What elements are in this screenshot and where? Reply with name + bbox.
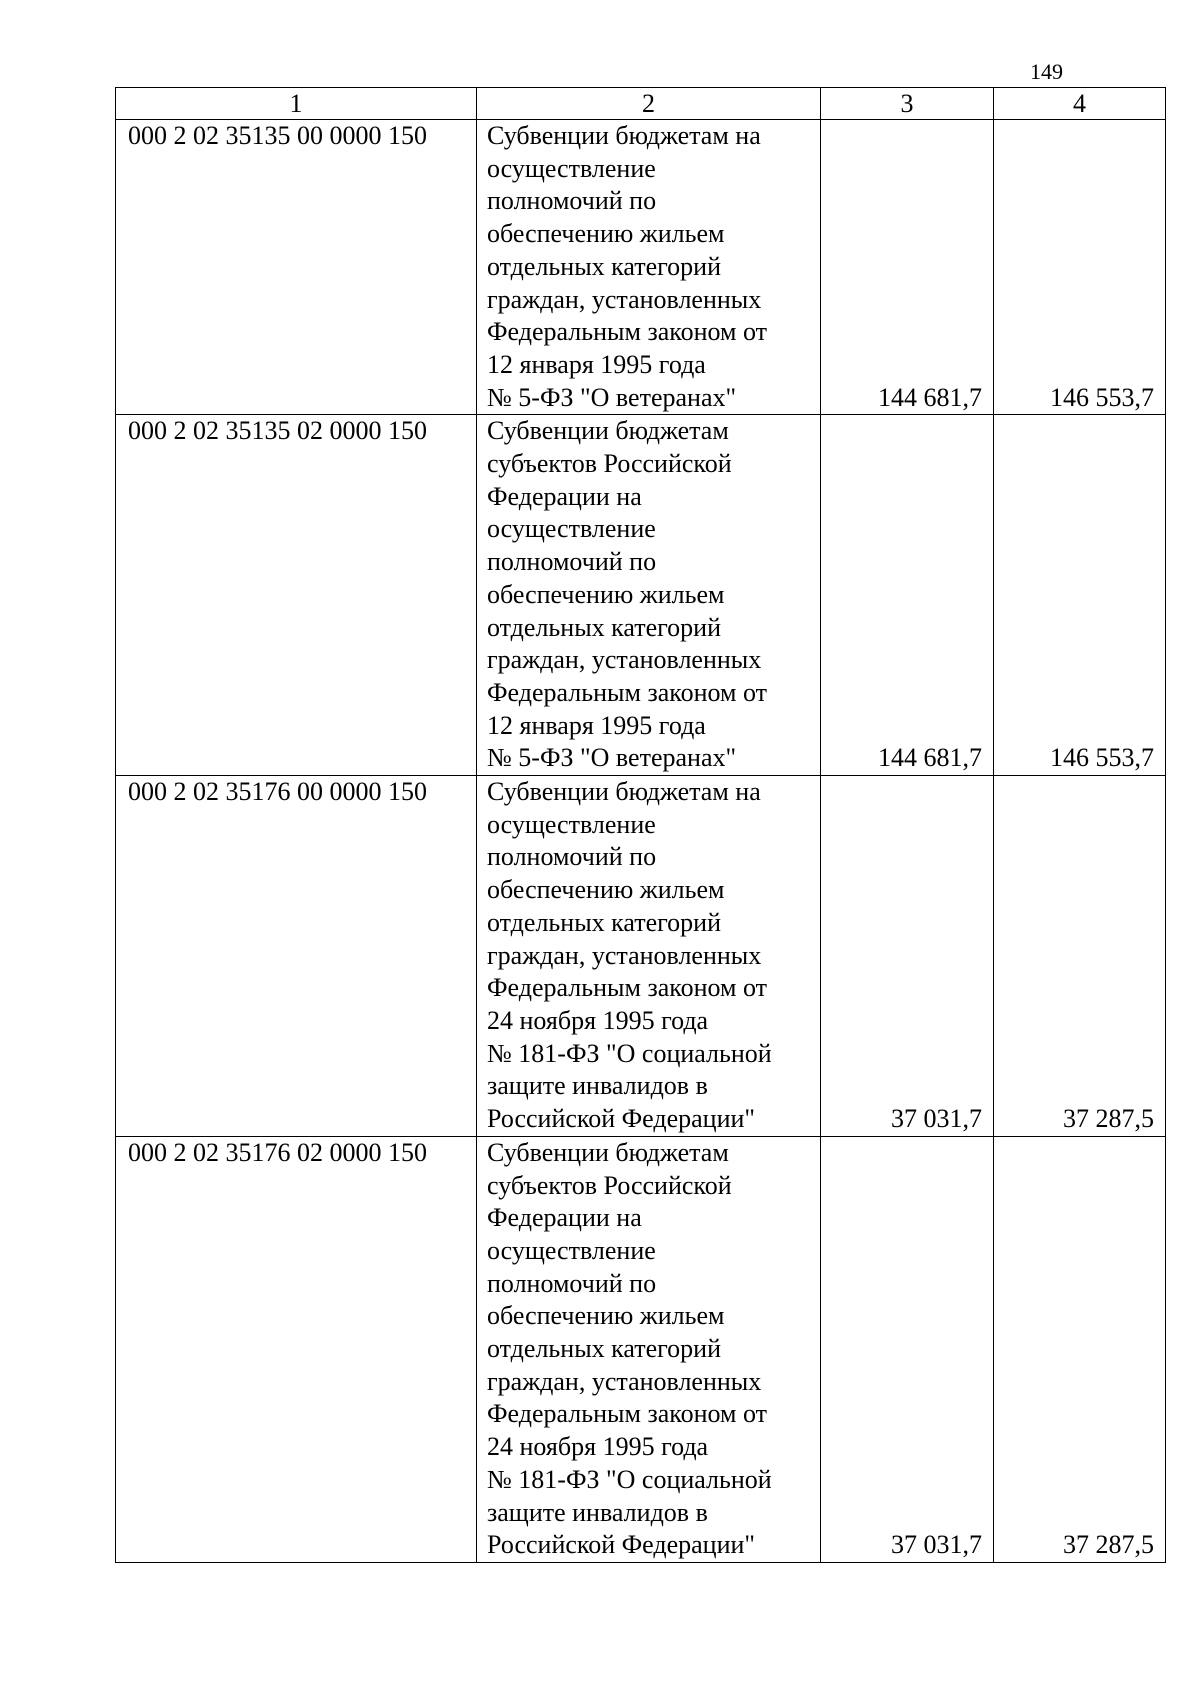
amount-col-4-cell: 146 553,7 — [994, 415, 1166, 776]
description-line: обеспечению жильем — [487, 579, 725, 609]
description-line: 24 ноября 1995 года — [487, 1005, 709, 1035]
description-line: субъектов Российской — [487, 1170, 732, 1200]
description-line: Субвенции бюджетам — [487, 1137, 729, 1167]
header-col-1: 1 — [116, 88, 477, 120]
description-line: № 5-ФЗ "О ветеранах" — [487, 743, 737, 773]
description-line: отдельных категорий — [487, 907, 722, 937]
description-line: 24 ноября 1995 года — [487, 1432, 709, 1462]
description-line: Федеральным законом от — [487, 677, 767, 707]
table-row — [116, 415, 1166, 776]
amount-col-3-cell: 37 031,7 — [821, 1136, 994, 1562]
description-line: граждан, установленных — [487, 284, 762, 314]
description-line: субъектов Российской — [487, 449, 732, 479]
description-cell — [477, 120, 821, 415]
amount-col-3-cell: 144 681,7 — [821, 120, 994, 415]
description-line: полномочий по — [487, 186, 657, 216]
description-line: Субвенции бюджетам на — [487, 121, 761, 150]
description-line: № 181-ФЗ "О социальной — [487, 1038, 772, 1068]
description-line: 12 января 1995 года — [487, 710, 706, 740]
description-line: Федеральным законом от — [487, 1399, 767, 1429]
description-line: Федерации на — [487, 1203, 642, 1233]
description-line: Федеральным законом от — [487, 317, 767, 347]
page-number: 149 — [1030, 59, 1063, 84]
budget-table — [115, 87, 1166, 1563]
description-line: граждан, установленных — [487, 940, 762, 970]
description-line: обеспечению жильем — [487, 219, 725, 249]
amount-col-4-cell: 37 287,5 — [994, 776, 1166, 1137]
budget-code-cell: 000 2 02 35176 02 0000 150 — [116, 1136, 477, 1562]
description-line: Федерации на — [487, 481, 642, 511]
description-line: осуществление — [487, 514, 656, 544]
description-line: Российской Федерации" — [487, 1530, 756, 1560]
description-line: полномочий по — [487, 1268, 657, 1298]
description-cell — [477, 1136, 821, 1562]
description-line: отдельных категорий — [487, 612, 722, 642]
description-line: осуществление — [487, 809, 656, 839]
table-row — [116, 1136, 1166, 1562]
header-col-3: 3 — [821, 88, 994, 120]
description-line: граждан, установленных — [487, 1366, 762, 1396]
description-line: защите инвалидов в — [487, 1497, 708, 1527]
header-col-4: 4 — [994, 88, 1166, 120]
header-col-2: 2 — [477, 88, 821, 120]
description-line: защите инвалидов в — [487, 1071, 708, 1101]
description-line: обеспечению жильем — [487, 875, 725, 905]
amount-col-3-cell: 37 031,7 — [821, 776, 994, 1137]
description-cell — [477, 415, 821, 776]
table-row — [116, 120, 1166, 415]
amount-col-4-cell: 146 553,7 — [994, 120, 1166, 415]
description-line: полномочий по — [487, 842, 657, 872]
description-line: Российской Федерации" — [487, 1104, 756, 1134]
description-line: отдельных категорий — [487, 251, 722, 281]
budget-code-cell: 000 2 02 35135 02 0000 150 — [116, 415, 477, 776]
budget-code-cell: 000 2 02 35135 00 0000 150 — [116, 120, 477, 415]
description-line: осуществление — [487, 1235, 656, 1265]
description-line: осуществление — [487, 153, 656, 183]
description-line: граждан, установленных — [487, 645, 762, 675]
budget-code-cell: 000 2 02 35176 00 0000 150 — [116, 776, 477, 1137]
amount-col-3-cell: 144 681,7 — [821, 415, 994, 776]
description-line: обеспечению жильем — [487, 1301, 725, 1331]
description-line: № 5-ФЗ "О ветеранах" — [487, 382, 737, 412]
description-line: Субвенции бюджетам на — [487, 777, 761, 807]
table-body — [116, 120, 1166, 1563]
description-line: Субвенции бюджетам — [487, 416, 729, 446]
description-line: полномочий по — [487, 547, 657, 577]
description-line: Федеральным законом от — [487, 973, 767, 1003]
amount-col-4-cell: 37 287,5 — [994, 1136, 1166, 1562]
description-cell — [477, 776, 821, 1137]
description-line: № 181-ФЗ "О социальной — [487, 1464, 772, 1494]
table-row — [116, 776, 1166, 1137]
description-line: 12 января 1995 года — [487, 349, 706, 379]
header-row — [116, 88, 1166, 120]
description-line: отдельных категорий — [487, 1334, 722, 1364]
